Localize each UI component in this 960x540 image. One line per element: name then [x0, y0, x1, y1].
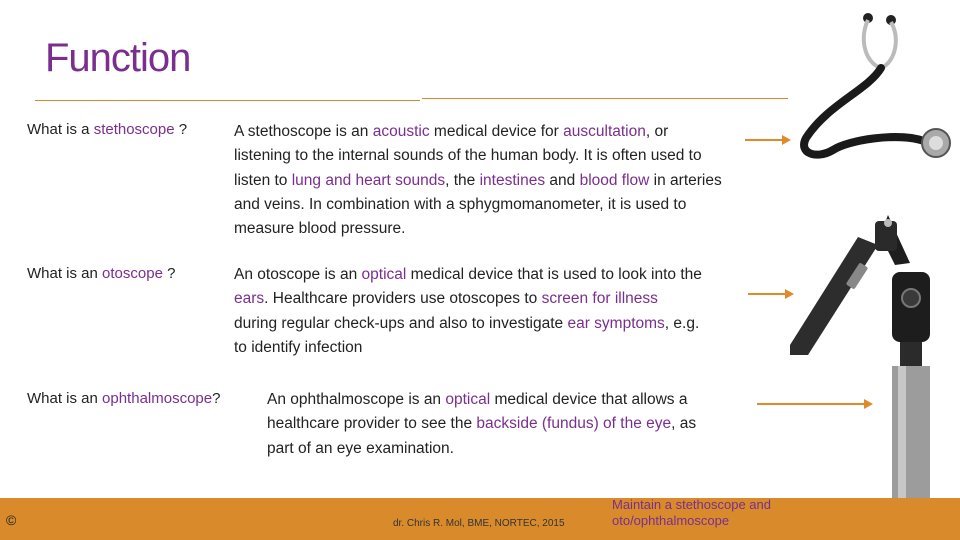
highlighted-term: ears	[234, 290, 265, 308]
answer-text: in arteries and veins. In combination with a sphygmomanometer, it is used to measure blood pressure.	[234, 171, 722, 238]
slide-title: Function	[45, 36, 191, 80]
footer-note: Maintain a stethoscope and oto/ophthalmoscope	[612, 497, 771, 528]
answer-text: medical device for	[429, 123, 564, 140]
question-stethoscope: What is a stethoscope ?	[27, 121, 188, 138]
answer-ophthalmoscope	[267, 388, 707, 461]
answer-text: , the	[445, 171, 480, 189]
answer-stethoscope	[234, 120, 729, 241]
answer-text: during regular check-ups and also to investigate	[234, 314, 568, 332]
ophthalmoscope-image	[880, 272, 940, 498]
highlighted-term: lung and heart sounds	[291, 171, 446, 189]
answer-text: , as part of an eye examination.	[267, 415, 697, 457]
answer-text: An otoscope is an	[234, 266, 362, 283]
highlighted-term: optical	[361, 266, 407, 283]
highlighted-term: backside (fundus) of the eye	[476, 415, 672, 433]
highlighted-term: acoustic	[372, 123, 430, 140]
answer-text: , e.g. to identify infection	[234, 314, 700, 356]
highlighted-term: ear symptoms	[567, 314, 665, 332]
answer-text: medical device that is used to look into the	[406, 266, 702, 283]
question-otoscope: What is an otoscope ?	[27, 265, 176, 282]
answer-text: and	[545, 171, 580, 189]
arrow-stethoscope	[745, 139, 789, 141]
title-divider-right	[422, 98, 788, 99]
answer-text: , or listening to the internal sounds of the human body. It is often used to listen to	[234, 123, 702, 189]
title-divider-left	[35, 100, 420, 101]
answer-otoscope	[234, 263, 704, 360]
arrow-ophthalmoscope	[757, 403, 871, 405]
highlighted-term: intestines	[479, 171, 546, 189]
author-credit: dr. Chris R. Mol, BME, NORTEC, 2015	[393, 518, 565, 529]
highlighted-term: optical	[445, 391, 491, 408]
highlighted-term: blood flow	[579, 171, 650, 189]
answer-text: medical device that allows a healthcare provider to see the	[267, 391, 688, 433]
arrow-otoscope	[748, 293, 792, 295]
highlighted-term: screen for illness	[541, 290, 658, 308]
answer-text: . Healthcare providers use otoscopes to	[264, 290, 542, 308]
answer-text: An ophthalmoscope is an	[267, 391, 446, 408]
highlighted-term: auscultation	[563, 123, 646, 140]
stethoscope-image	[788, 8, 960, 168]
answer-text: A stethoscope is an	[234, 123, 373, 140]
question-ophthalmoscope: What is an ophthalmoscope?	[27, 390, 221, 407]
copyright-symbol: ©	[6, 512, 17, 528]
